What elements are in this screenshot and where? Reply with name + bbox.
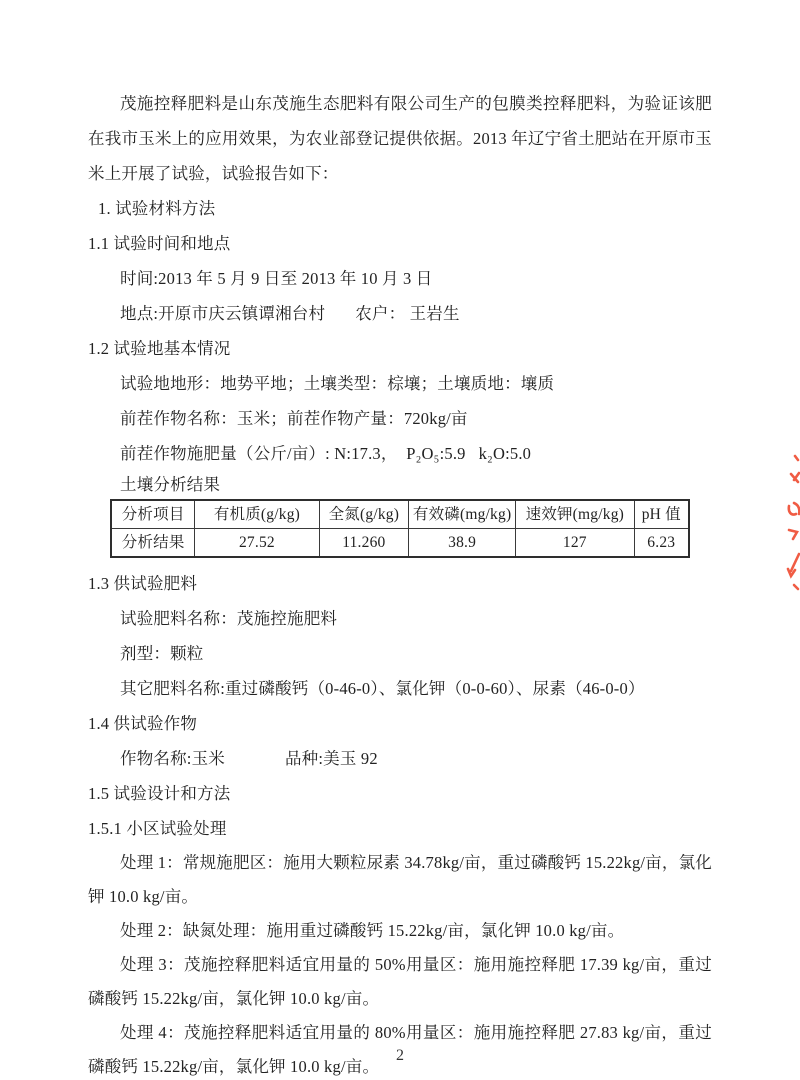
terrain-line: 试验地地形：地势平地；土壤类型：棕壤；土壤质地：壤质 bbox=[120, 374, 555, 393]
section-1-heading: 1. 试验材料方法 bbox=[98, 199, 216, 218]
trial-time-line bbox=[120, 261, 712, 296]
table-value-cell: 分析结果 bbox=[111, 529, 195, 558]
previous-crop-line: 前茬作物名称：玉米；前茬作物产量：720kg/亩 bbox=[120, 409, 468, 428]
red-pen-marks-icon bbox=[778, 450, 800, 595]
fertilizer-form-line: 剂型：颗粒 bbox=[120, 644, 204, 663]
section-1-3-heading: 1.3 供试验肥料 bbox=[88, 574, 198, 593]
treatment-paragraph-2: 处理 2：缺氮处理：施用重过磷酸钙 15.22kg/亩，氯化钾 10.0 kg/亩。 bbox=[120, 921, 625, 940]
page-number: 2 bbox=[396, 1047, 404, 1064]
crop-variety: 品种:美玉 92 bbox=[284, 749, 378, 768]
trial-time: 时间:2013 年 5 月 9 日至 2013 年 10 月 3 日 bbox=[120, 269, 433, 288]
treatment-paragraph-1: 处理 1：常规施肥区：施用大颗粒尿素 34.78kg/亩，重过磷酸钙 15.22kg/亩，氯化钾 10.0 kg/亩。 bbox=[88, 853, 712, 906]
table-header-row bbox=[111, 500, 689, 529]
table-header-cell: 分析项目 bbox=[111, 500, 195, 529]
fertilizer-name-line: 试验肥料名称：茂施控施肥料 bbox=[120, 609, 338, 628]
table-value-cell: 11.260 bbox=[319, 529, 409, 558]
table-value-cell: 6.23 bbox=[634, 529, 689, 558]
section-1-4-heading: 1.4 供试验作物 bbox=[88, 714, 198, 733]
table-value-row bbox=[111, 529, 689, 558]
treatment-paragraph-4: 处理 4：茂施控释肥料适宜用量的 80%用量区：施用施控释肥 27.83 kg/亩，重过磷酸钙 15.22kg/亩，氯化钾 10.0 kg/亩。 bbox=[88, 1023, 712, 1076]
treatment-paragraph-3: 处理 3：茂施控释肥料适宜用量的 50%用量区：施用施控释肥 17.39 kg/亩，重过磷酸钙 15.22kg/亩，氯化钾 10.0 kg/亩。 bbox=[88, 955, 712, 1008]
crop-name: 作物名称:玉米 bbox=[120, 749, 225, 768]
crop-line bbox=[120, 741, 712, 776]
table-header-cell: 有效磷(mg/kg) bbox=[409, 500, 516, 529]
soil-table-caption: 土壤分析结果 bbox=[120, 475, 221, 494]
section-1-5-1-heading: 1.5.1 小区试验处理 bbox=[88, 819, 227, 838]
previous-fertilizer-line: 前茬作物施肥量（公斤/亩）: N:17.3， P₂O₅:5.9 k₂O:5.0 bbox=[120, 444, 532, 463]
soil-analysis-table bbox=[110, 499, 690, 558]
intro-paragraph: 茂施控释肥料是山东茂施生态肥料有限公司生产的包膜类控释肥料，为验证该肥在我市玉米上的应用效果，为农业部登记提供依据。2013 年辽宁省土肥站在开原市玉米上开展了试验，试验报告如下： bbox=[88, 94, 712, 183]
farmer-name: 农户： 王岩生 bbox=[355, 304, 460, 323]
table-value-cell: 127 bbox=[516, 529, 634, 558]
table-header-cell: 全氮(g/kg) bbox=[319, 500, 409, 529]
table-value-cell: 27.52 bbox=[195, 529, 319, 558]
section-1-5-heading: 1.5 试验设计和方法 bbox=[88, 784, 231, 803]
document-content bbox=[88, 86, 712, 1080]
section-1-1-heading: 1.1 试验时间和地点 bbox=[88, 234, 231, 253]
table-header-cell: pH 值 bbox=[634, 500, 689, 529]
trial-location-line bbox=[120, 296, 712, 331]
trial-location: 地点:开原市庆云镇谭湘台村 bbox=[120, 304, 326, 323]
table-value-cell: 38.9 bbox=[409, 529, 516, 558]
other-fertilizers-line: 其它肥料名称:重过磷酸钙（0-46-0）、氯化钾（0-0-60）、尿素（46-0-0） bbox=[120, 679, 645, 698]
table-header-cell: 有机质(g/kg) bbox=[195, 500, 319, 529]
section-1-2-heading: 1.2 试验地基本情况 bbox=[88, 339, 231, 358]
table-header-cell: 速效钾(mg/kg) bbox=[516, 500, 634, 529]
